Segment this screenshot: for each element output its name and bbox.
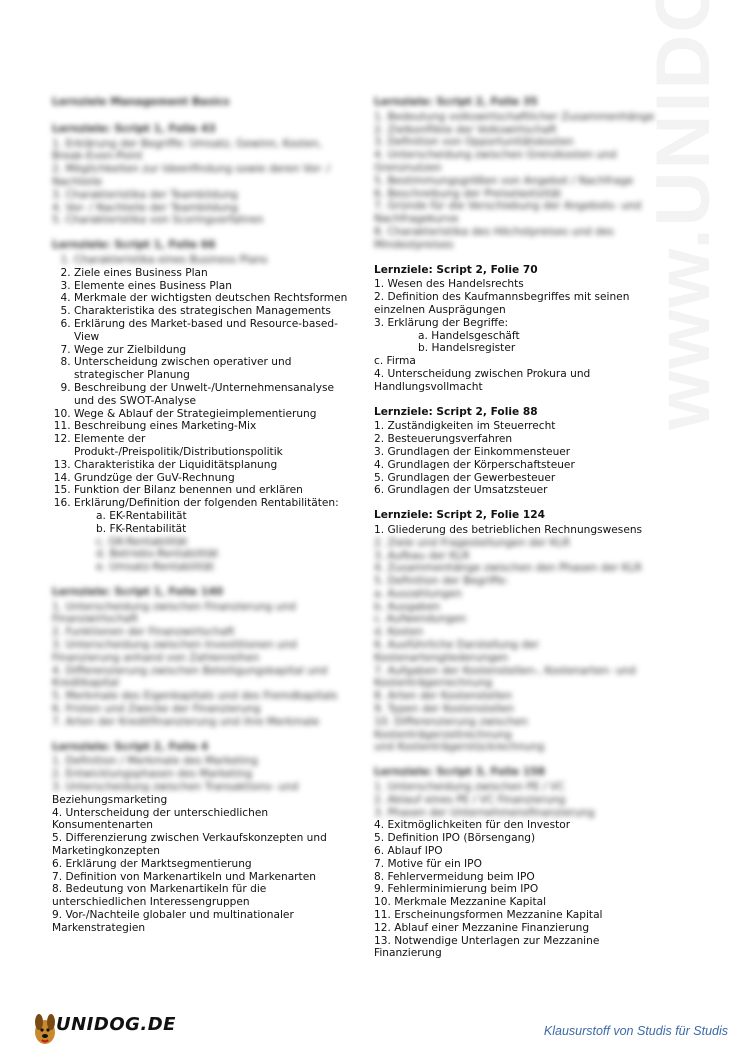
line: 4. Zusammenhänge zwischen den Phasen der KLR [374, 562, 642, 575]
line: 7. Gründe für die Verschiebung der Angebots- und [374, 200, 642, 213]
section-title: Lernziele: Script 2, Folie 70 [374, 263, 538, 276]
line: 4. Vor- / Nachteile der Teambildung [52, 201, 239, 214]
section-title: Lernziele: Script 3, Folie 158 [374, 766, 545, 779]
line: Kreditkapital [52, 677, 120, 690]
line: 6. Beschreibung der Preiselastizität [374, 187, 562, 200]
section-title: Lernziele: Script 1, Folie 140 [52, 585, 223, 598]
list-item: 7. Wege zur Zielbildung [74, 344, 352, 357]
line: 7. Motive für ein IPO [374, 857, 482, 870]
line: 5. Merkmale des Eigenkapitals und des Fremdkapitals [52, 690, 338, 703]
section-title: Lernziele: Script 2, Folie 88 [374, 405, 538, 418]
line: Markenstrategien [52, 921, 146, 934]
line: 6. Fristen und Zwecke der Finanzierung [52, 703, 261, 716]
section-script2-folie4 [52, 741, 352, 935]
list-item: 12. Elemente der Produkt-/Preispolitik/Distributionspolitik [74, 433, 352, 459]
line: 1. Zuständigkeiten im Steuerrecht [374, 420, 556, 433]
footer [0, 1000, 750, 1060]
line: Konsumentenarten [52, 819, 154, 832]
sub-item: c. GK-Rentabilität [96, 535, 188, 548]
sub-item: d. Betriebs-Rentabilität [96, 548, 219, 561]
line: 7. Aufgaben der Kostenstellen-, Kostenarten- und [374, 664, 636, 677]
line: Nachteile [52, 175, 103, 188]
line: 12. Ablauf einer Mezzanine Finanzierung [374, 921, 590, 934]
line: d. Kosten [374, 626, 424, 639]
tagline: Klausurstoff von Studis für Studis [543, 1024, 728, 1038]
line: b. Ausgaben [374, 600, 441, 613]
line: 2. Funktionen der Finanzwirtschaft [52, 626, 235, 639]
left-column [52, 96, 352, 947]
line: Finanzierung anhand von Zahlenreihen [52, 651, 260, 664]
line: 7. Arten der Kreditfinanzierung und ihre Merkmale [52, 715, 320, 728]
section-script1-folie66 [52, 239, 352, 574]
list-item: 6. Erklärung des Market-based und Resource-based-View [74, 318, 352, 344]
list-item: 9. Beschreibung der Unwelt-/Unternehmensanalyse und des SWOT-Analyse [74, 382, 352, 408]
line: Beziehungsmarketing [52, 793, 168, 806]
section-title: Lernziele: Script 1, Folie 66 [52, 239, 216, 252]
list-item: 8. Unterscheidung zwischen operativer und strategischer Planung [74, 356, 352, 382]
line: 3. Unterscheidung zwischen Investitionen und [52, 639, 297, 652]
line: 3. Definition von Opportunitätskosten [374, 136, 574, 149]
line: 5. Differenzierung zwischen Verkaufskonzepten und [52, 832, 327, 845]
line: c. Firma [374, 355, 416, 368]
line: Nachfragekurve [374, 213, 459, 226]
line: 3. Erklärung der Begriffe: [374, 316, 509, 329]
line: 7. Definition von Markenartikeln und Markenarten [52, 870, 316, 883]
line: 3. Unterscheidung zwischen Transaktions- und [52, 781, 299, 794]
list-item: 16. Erklärung/Definition der folgenden Rentabilitäten: [74, 497, 352, 510]
section-script3-folie158 [374, 766, 659, 960]
line: 4. Exitmöglichkeiten für den Investor [374, 819, 571, 832]
line: 3. Phasen der Unternehmensfinanzierung [374, 806, 595, 819]
list-item: 3. Elemente eines Business Plan [74, 280, 352, 293]
line: 8. Charakteristika des Höchstpreises und des [374, 225, 614, 238]
line: 4. Unterscheidung der unterschiedlichen [52, 806, 269, 819]
sub-item: e. Umsatz-Rentabilität [96, 561, 214, 574]
section-title: Lernziele: Script 1, Folie 43 [52, 122, 216, 135]
line: 5. Definition der Begriffe: [374, 575, 509, 588]
line: 4. Unterscheidung zwischen Grenzkosten und [374, 149, 617, 162]
sub-item: a. EK-Rentabilität [96, 509, 187, 522]
line: 2. Ziele und Fragestellungen der KLR [374, 536, 570, 549]
line: 2. Zielkonflikte der Volkswirtschaft [374, 123, 557, 136]
line: 1. Bedeutung volkswirtschaftlicher Zusammenhänge [374, 110, 655, 123]
list-item: 15. Funktion der Bilanz benennen und erklären [74, 484, 352, 497]
line: 2. Besteuerungsverfahren [374, 433, 513, 446]
list-item: 13. Charakteristika der Liquiditätsplanung [74, 459, 352, 472]
line: unterschiedlichen Interessengruppen [52, 896, 250, 909]
line: 1. Unterscheidung zwischen PE / VC [374, 781, 565, 794]
line: 4. Differenzierung zwischen Beteiligungskapital und [52, 664, 328, 677]
line: 6. Ausführliche Darstellung der Kostenartengliederungen [374, 639, 539, 664]
list-item: 10. Wege & Ablauf der Strategieimplementierung [74, 408, 352, 421]
line: 1. Wesen des Handelsrechts [374, 278, 524, 291]
line: Mindestpreises [374, 238, 454, 251]
line: 5. Charakteristika von Scoringverfahren [52, 214, 264, 227]
section-script2-folie124 [374, 509, 659, 754]
line: 8. Fehlervermeidung beim IPO [374, 870, 535, 883]
line: 1. Unterscheidung zwischen Finanzierung und [52, 600, 296, 613]
line: 4. Unterscheidung zwischen Prokura und [374, 367, 591, 380]
right-column [374, 96, 659, 972]
line: 3. Grundlagen der Einkommensteuer [374, 445, 571, 458]
document-title: Lernziele Management Basics [52, 96, 230, 108]
line: 2. Definition des Kaufmannsbegriffes mit seinen [374, 291, 630, 304]
sub-item: a. Handelsgeschäft [418, 329, 520, 342]
line: 10. Merkmale Mezzanine Kapital [374, 896, 547, 909]
line: 2. Entwicklungsphasen des Marketing [52, 768, 253, 781]
line: 9. Vor-/Nachteile globaler und multinationaler [52, 909, 294, 922]
logo-text: UNIDOG.DE [56, 1014, 176, 1035]
line: 5. Definition IPO (Börsengang) [374, 832, 536, 845]
line: Handlungsvollmacht [374, 380, 483, 393]
section-title: Lernziele: Script 2, Folie 4 [52, 740, 209, 753]
line: 1. Gliederung des betrieblichen Rechnungswesens [374, 523, 643, 536]
line: 9. Typen der Kostenstellen [374, 703, 514, 716]
section-script2-folie35 [374, 96, 659, 252]
line: 4. Grundlagen der Körperschaftsteuer [374, 458, 575, 471]
list-item: 5. Charakteristika des strategischen Managements [74, 305, 352, 318]
line: Kostenträgerrechnung [374, 677, 493, 690]
line: 2. Möglichkeiten zur Ideenfindung sowie deren Vor- / [52, 163, 331, 176]
line: 1. Definition / Merkmale des Marketing [52, 755, 258, 768]
section-script2-folie88 [374, 406, 659, 498]
line: Finanzwirtschaft [52, 613, 139, 626]
line: einzelnen Ausprägungen [374, 303, 506, 316]
line: 10. Differenzierung zwischen Kostenträgerzeitrechnung [374, 715, 528, 741]
line: Marketingkonzepten [52, 845, 160, 858]
list-item: 4. Merkmale der wichtigsten deutschen Rechtsformen [74, 292, 352, 305]
line: 2. Ablauf eines PE / VC Finanzierung [374, 793, 566, 806]
section-script1-folie140 [52, 586, 352, 729]
section-title: Lernziele: Script 2, Folie 124 [374, 509, 545, 522]
section-script2-folie70 [374, 264, 659, 394]
line: 9. Fehlerminimierung beim IPO [374, 883, 539, 896]
sub-item: b. FK-Rentabilität [96, 522, 187, 535]
line: 11. Erscheinungsformen Mezzanine Kapital [374, 909, 603, 922]
line: und Kostenträgerstückrechnung [374, 741, 545, 754]
list [52, 254, 352, 510]
sub-item: b. Handelsregister [418, 342, 516, 355]
line: 8. Bedeutung von Markenartikeln für die [52, 883, 267, 896]
line: 6. Erklärung der Marktsegmentierung [52, 857, 252, 870]
list-item: 11. Beschreibung eines Marketing-Mix [74, 420, 352, 433]
list-item: 1. Charakteristika eines Business Plans [74, 254, 352, 267]
list-item: 14. Grundzüge der GuV-Rechnung [74, 472, 352, 485]
line: c. Aufwendungen [374, 613, 467, 626]
line: Break-Even-Point [52, 150, 143, 163]
line: Grenznutzen [374, 161, 442, 174]
line: 8. Arten der Kostenstellen [374, 690, 512, 703]
line: 6. Grundlagen der Umsatzsteuer [374, 484, 548, 497]
line: 1. Erklärung der Begriffe: Umsatz, Gewinn, Kosten, [52, 137, 322, 150]
line: 3. Aufbau der KLR [374, 549, 470, 562]
section-management-basics [52, 96, 352, 227]
line: 5. Grundlagen der Gewerbesteuer [374, 471, 556, 484]
line: 5. Bestimmungsgrößen von Angebot / Nachfrage [374, 174, 634, 187]
section-title: Lernziele: Script 2, Folie 35 [374, 96, 538, 108]
line: a. Auszahlungen [374, 587, 462, 600]
line: 6. Ablauf IPO [374, 845, 443, 858]
line: 3. Charakteristika der Teambildung [52, 188, 238, 201]
list-item: 2. Ziele eines Business Plan [74, 267, 352, 280]
line: 13. Notwendige Unterlagen zur Mezzanine Finanzierung [374, 934, 600, 960]
